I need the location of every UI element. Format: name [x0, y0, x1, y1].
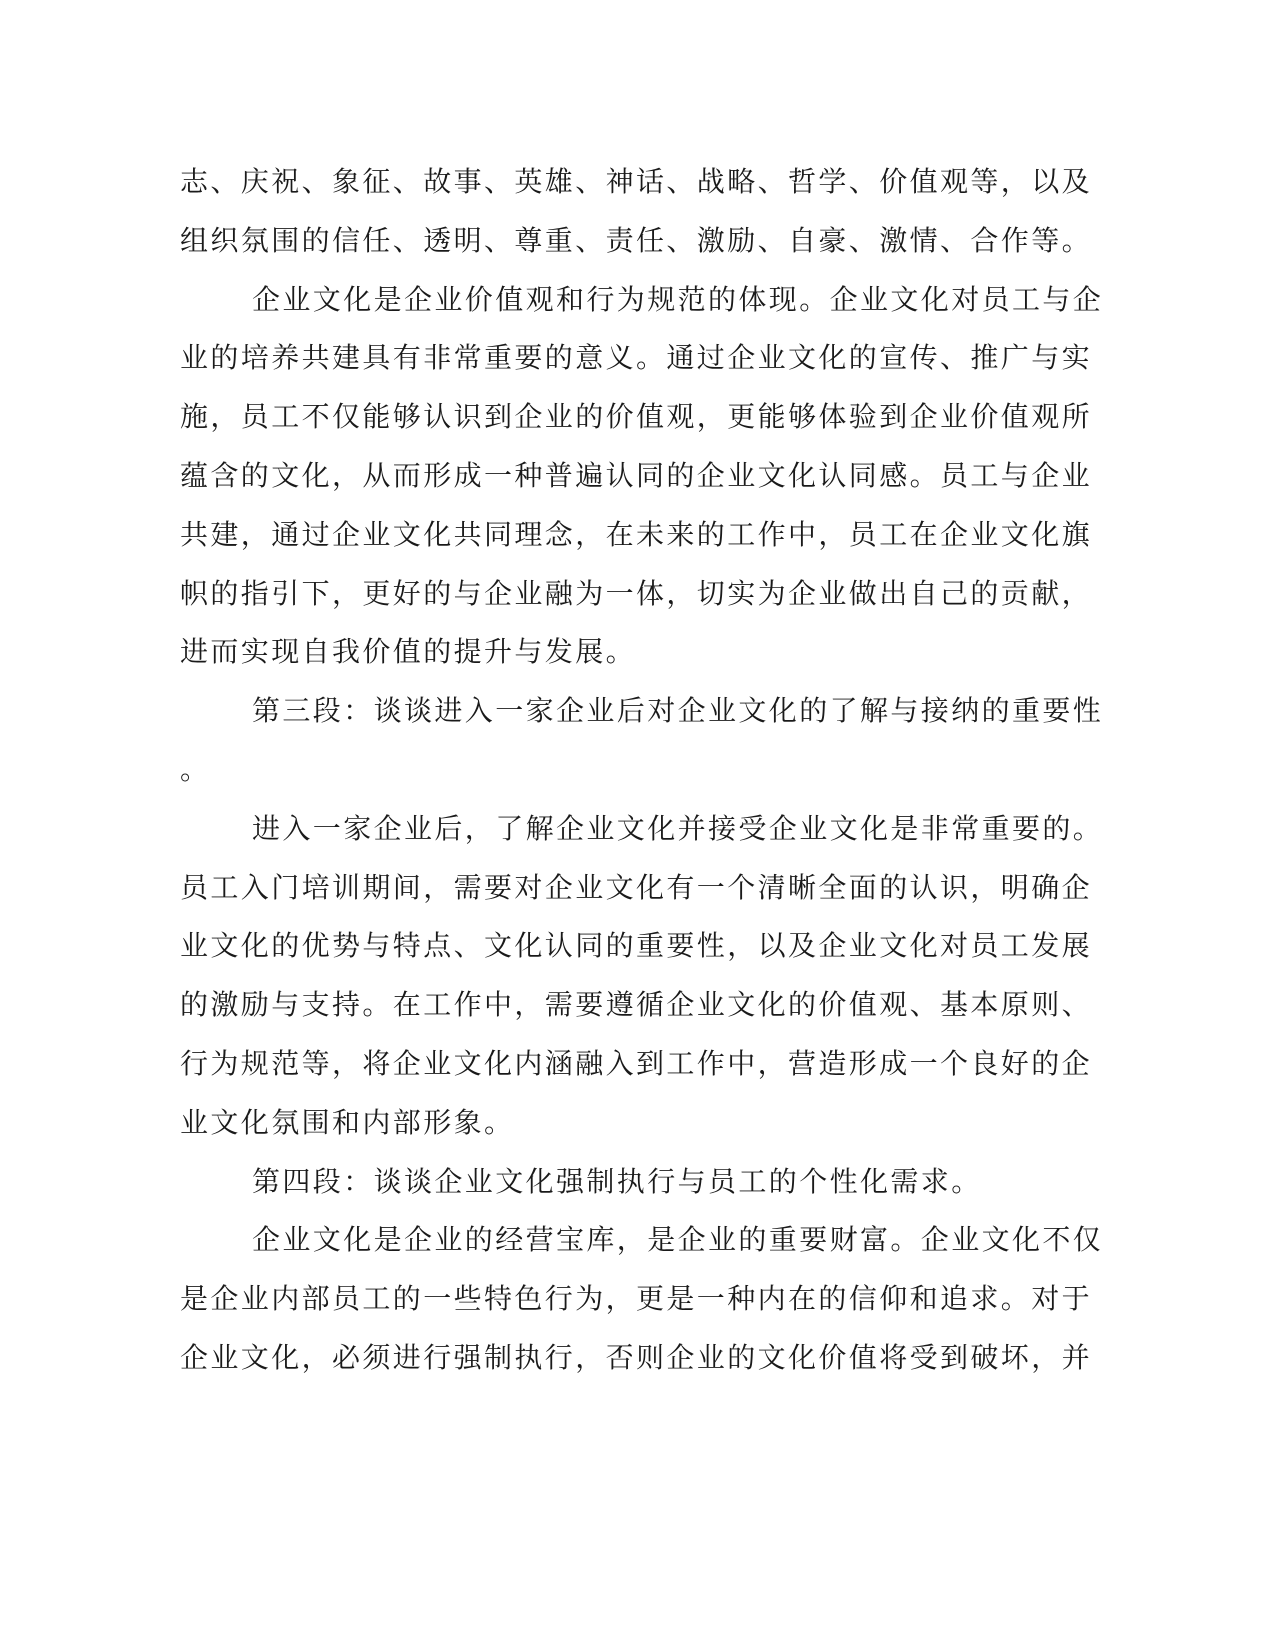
text-line: 共建，通过企业文化共同理念，在未来的工作中，员工在企业文化旗 [180, 517, 1093, 551]
text-line: 行为规范等，将企业文化内涵融入到工作中，营造形成一个良好的企 [180, 1046, 1093, 1080]
text-line: 的激励与支持。在工作中，需要遵循企业文化的价值观、基本原则、 [180, 988, 1093, 1022]
section-heading-3: 第三段：谈谈进入一家企业后对企业文化的了解与接纳的重要性 [252, 694, 1104, 728]
text-line: 组织氛围的信任、透明、尊重、责任、激励、自豪、激情、合作等。 [180, 223, 1093, 257]
text-line: 业文化的优势与特点、文化认同的重要性，以及企业文化对员工发展 [180, 929, 1093, 963]
text-line: 企业文化，必须进行强制执行，否则企业的文化价值将受到破坏，并 [180, 1340, 1093, 1374]
paragraph-first-line: 企业文化是企业价值观和行为规范的体现。企业文化对员工与企 [252, 282, 1104, 316]
paragraph-first-line: 企业文化是企业的经营宝库，是企业的重要财富。企业文化不仅 [252, 1223, 1104, 1257]
text-line: 进而实现自我价值的提升与发展。 [180, 635, 637, 669]
text-line: 业文化氛围和内部形象。 [180, 1105, 515, 1139]
section-heading-4: 第四段：谈谈企业文化强制执行与员工的个性化需求。 [252, 1164, 982, 1198]
text-line: 蕴含的文化，从而形成一种普遍认同的企业文化认同感。员工与企业 [180, 458, 1093, 492]
body-text [180, 153, 1104, 1388]
text-line: 业的培养共建具有非常重要的意义。通过企业文化的宣传、推广与实 [180, 341, 1093, 375]
text-line: 帜的指引下，更好的与企业融为一体，切实为企业做出自己的贡献， [180, 576, 1093, 610]
paragraph-first-line: 进入一家企业后，了解企业文化并接受企业文化是非常重要的。 [252, 811, 1104, 845]
text-line: 志、庆祝、象征、故事、英雄、神话、战略、哲学、价值观等，以及 [180, 165, 1093, 198]
text-line: 是企业内部员工的一些特色行为，更是一种内在的信仰和追求。对于 [180, 1282, 1093, 1316]
text-line: 员工入门培训期间，需要对企业文化有一个清晰全面的认识，明确企 [180, 870, 1093, 904]
text-line: 。 [180, 752, 211, 786]
text-line: 施，员工不仅能够认识到企业的价值观，更能够体验到企业价值观所 [180, 400, 1093, 434]
